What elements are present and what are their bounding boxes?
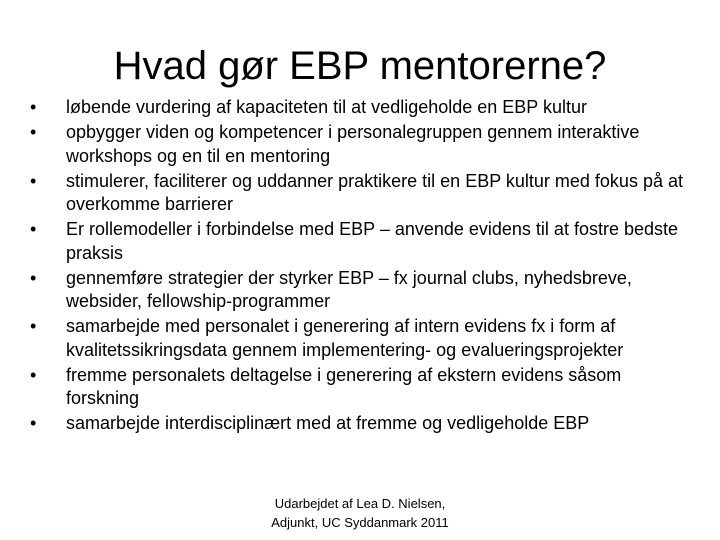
bullet-dot-icon: • — [30, 97, 37, 117]
list-item — [30, 96, 694, 120]
list-item — [30, 170, 694, 217]
bullet-dot-icon: • — [30, 413, 37, 433]
bullet-dot-icon: • — [30, 267, 37, 288]
bullet-text: gennemføre strategier der styrker EBP – fx journal clubs, nyhedsbreve, websider, fellowship-programmer — [66, 267, 632, 311]
bullet-dot-icon: • — [30, 122, 37, 142]
bullet-dot-icon: • — [30, 316, 37, 336]
list-item — [30, 121, 694, 168]
list-item — [30, 267, 694, 314]
slide-title: Hvad gør EBP mentorerne? — [113, 44, 607, 88]
footer-line-author: Udarbejdet af Lea D. Nielsen, — [274, 496, 446, 511]
bullet-dot-icon: • — [30, 170, 37, 191]
bullet-text: samarbejde interdisciplinært med at fremme og vedligeholde EBP — [66, 413, 590, 433]
list-item — [30, 412, 694, 436]
bullet-dot-icon: • — [30, 219, 37, 239]
bullet-text: Er rollemodeller i forbindelse med EBP – anvende evidens til at fostre bedste praksis — [66, 219, 679, 263]
footer-line-affiliation: Adjunkt, UC Syddanmark 2011 — [271, 515, 449, 530]
bullet-list — [30, 96, 694, 437]
bullet-text: opbygger viden og kompetencer i personalegruppen gennem interaktive workshops og en til en mentoring — [66, 122, 640, 166]
list-item — [30, 315, 694, 362]
list-item — [30, 364, 694, 411]
bullet-text: stimulerer, faciliterer og uddanner praktikere til en EBP kultur med fokus på at overkomme barrierer — [66, 170, 683, 214]
bullet-dot-icon: • — [30, 364, 37, 385]
list-item — [30, 218, 694, 265]
bullet-text: fremme personalets deltagelse i generering af ekstern evidens såsom forskning — [66, 364, 622, 408]
footer-credit — [250, 494, 470, 532]
bullet-text: løbende vurdering af kapaciteten til at vedligeholde en EBP kultur — [66, 97, 587, 117]
bullet-text: samarbejde med personalet i generering af intern evidens fx i form af kvalitetssikringsdata gennem implementering- og evalueringsprojekter — [66, 316, 624, 360]
